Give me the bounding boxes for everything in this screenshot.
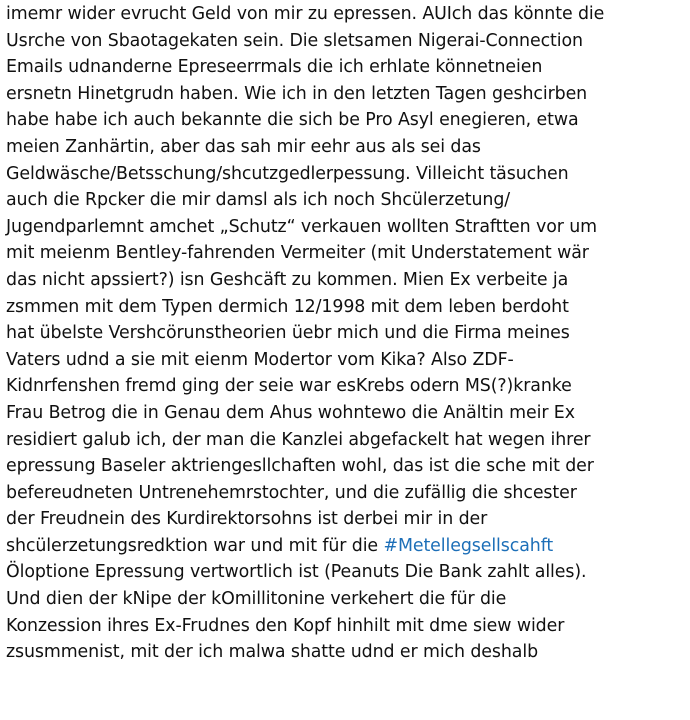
text-line: mit meienm Bentley-fahrenden Vermeiter (mit Understatement wär	[6, 243, 589, 264]
text-line: befereudneten Untrenehemrstochter, und die zufällig die shcester	[6, 482, 577, 503]
text-line: Jugendparlemnt amchet „Schutz“ verkauen wollten Straftten vor um	[6, 216, 597, 237]
text-line: auch die Rpcker die mir damsl als ich noch Shcülerzetung/	[6, 190, 511, 211]
text-line: habe habe ich auch bekannte die sich be Pro Asyl enegieren, etwa	[6, 110, 579, 131]
text-line-with-hashtag	[6, 533, 690, 560]
text-line: Kidnrfenshen fremd ging der seie war esKrebs odern MS(?)kranke	[6, 376, 572, 397]
text-line: Vaters udnd a sie mit eienm Modertor vom Kika? Also ZDF-	[6, 349, 514, 370]
text-line: Frau Betrog die in Genau dem Ahus wohntewo die Anältin meir Ex	[6, 402, 575, 423]
text-line: imemr wider evrucht Geld von mir zu epressen. AUIch das könnte die	[6, 4, 605, 24]
text-line: zsusmmenist, mit der ich malwa shatte udnd er mich deshalb	[6, 642, 539, 663]
text-line: Und dien der kNipe der kOmillitonine verkehert die für die	[6, 589, 507, 610]
text-line: residiert galub ich, der man die Kanzlei abgefackelt hat wegen ihrer	[6, 429, 591, 450]
text-line: der Freudnein des Kurdirektorsohns ist derbei mir in der	[6, 509, 488, 530]
text-line: das nicht apssiert?) isn Geshcäft zu kommen. Mien Ex verbeite ja	[6, 269, 569, 290]
text-line: zsmmen mit dem Typen dermich 12/1998 mit dem leben berdoht	[6, 296, 569, 317]
hashtag-link[interactable]: #Metellegsellscahft	[383, 535, 554, 556]
text-line: Emails udnanderne Epreseerrmals die ich erhlate könnetneien	[6, 57, 543, 78]
text-line: Öloptione Epressung vertwortlich ist (Peanuts Die Bank zahlt alles).	[6, 562, 587, 583]
text-segment: shcülerzetungsredktion war und mit für die	[6, 535, 384, 556]
text-line: hat übelste Vershcörunstheorien üebr mich und die Firma meines	[6, 323, 570, 344]
text-line: Geldwäsche/Betsschung/shcutzgedlerpessung. Villeicht täsuchen	[6, 163, 569, 184]
text-line: epressung Baseler aktriengesllchaften wohl, das ist die sche mit der	[6, 456, 594, 477]
text-line: Usrche von Sbaotagekaten sein. Die sletsamen Nigerai-Connection	[6, 30, 583, 51]
text-line: meien Zanhärtin, aber das sah mir eehr aus als sei das	[6, 136, 481, 157]
text-line: Konzession ihres Ex-Frudnes den Kopf hinhilt mit dme siew wider	[6, 615, 565, 636]
document-text-block	[6, 1, 690, 666]
text-line: ersnetn Hinetgrudn haben. Wie ich in den letzten Tagen geshcirben	[6, 83, 588, 104]
